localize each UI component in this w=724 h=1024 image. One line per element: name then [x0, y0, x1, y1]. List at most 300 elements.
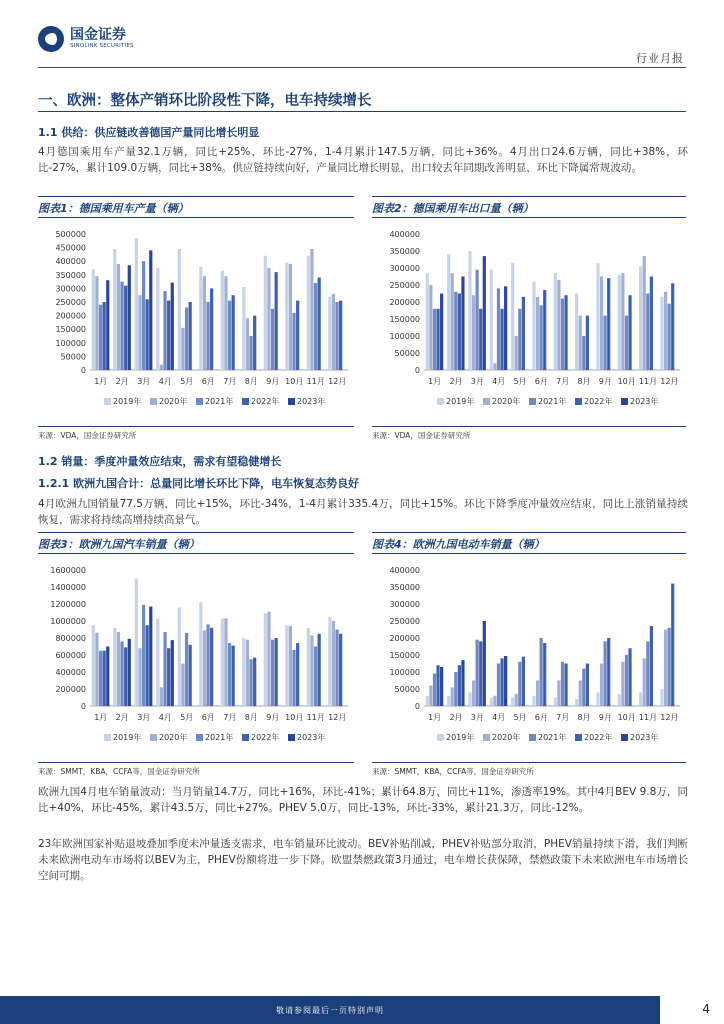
paragraph-sales: 4月欧洲九国销量77.5万辆，同比+15%，环比-34%，1-4月累计335.4万，同比+15%。环比下降季度冲量效应结束，同比上涨销量持续恢复，需求将持续高增持续高景气。: [38, 498, 688, 526]
figure-3-title: 图表3：欧洲九国汽车销量（辆）: [38, 538, 200, 551]
bar-2020年-11月: [310, 635, 313, 706]
bar-2022年-2月: [124, 286, 127, 370]
legend-label: 2022年: [251, 397, 280, 406]
bar-2022年-9月: [607, 278, 610, 370]
bar-2020年-7月: [224, 618, 227, 706]
legend-label: 2022年: [584, 733, 613, 742]
figure-4-title-bar: [372, 532, 686, 554]
y-tick-label: 1200000: [50, 600, 86, 609]
y-tick-label: 100000: [389, 668, 420, 677]
x-tick-label: 11月: [306, 377, 325, 386]
y-tick-label: 600000: [55, 651, 86, 660]
legend-label: 2023年: [297, 397, 326, 406]
x-tick-label: 2月: [449, 377, 463, 386]
legend-swatch: [196, 734, 203, 741]
x-tick-label: 1月: [94, 713, 108, 722]
bar-2022年-11月: [318, 278, 321, 370]
bar-2022年-8月: [586, 664, 589, 707]
legend-label: 2020年: [159, 733, 188, 742]
legend-label: 2022年: [584, 397, 613, 406]
y-tick-label: 300000: [389, 264, 420, 273]
bar-2019年-9月: [264, 256, 267, 370]
bar-2019年-2月: [113, 249, 116, 370]
y-tick-label: 300000: [55, 284, 86, 294]
bar-2020年-10月: [289, 264, 292, 370]
bar-2021年-3月: [142, 261, 145, 370]
bar-2022年-8月: [253, 316, 256, 370]
y-tick-label: 1600000: [50, 566, 86, 575]
chart-germany-production: [38, 222, 354, 418]
x-tick-label: 7月: [223, 713, 237, 722]
bar-2021年-5月: [518, 309, 521, 370]
bar-2021年-5月: [518, 662, 521, 706]
bar-2021年-7月: [228, 301, 231, 370]
legend-label: 2023年: [630, 397, 659, 406]
bar-2020年-7月: [557, 681, 560, 707]
legend-swatch: [529, 398, 536, 405]
bar-2019年-3月: [468, 692, 471, 706]
x-tick-label: 2月: [115, 713, 129, 722]
logo-chinese-name: 国金证券: [70, 27, 126, 43]
bar-2022年-9月: [275, 638, 278, 706]
bar-2020年-10月: [621, 273, 624, 370]
bar-2019年-10月: [285, 263, 288, 370]
y-tick-label: 0: [414, 702, 420, 711]
bar-2022年-12月: [339, 634, 342, 706]
x-tick-label: 5月: [513, 713, 527, 722]
bar-2022年-9月: [275, 272, 278, 370]
bar-2020年-2月: [451, 273, 454, 370]
x-tick-label: 3月: [470, 713, 484, 722]
bar-2021年-12月: [335, 302, 338, 370]
bar-2022年-4月: [167, 301, 170, 370]
bar-2022年-7月: [232, 646, 235, 706]
bar-2019年-5月: [511, 698, 514, 707]
bar-2019年-10月: [618, 694, 621, 706]
bar-2020年-2月: [451, 687, 454, 706]
bar-2020年-1月: [95, 633, 98, 706]
x-tick-label: 9月: [598, 713, 612, 722]
legend-swatch: [437, 734, 444, 741]
legend-swatch: [242, 734, 249, 741]
bar-2022年-7月: [232, 295, 235, 370]
y-tick-label: 0: [414, 366, 420, 375]
bar-2021年-7月: [561, 299, 564, 370]
bar-2023年-2月: [461, 277, 464, 371]
y-tick-label: 800000: [55, 634, 86, 643]
bar-2019年-11月: [639, 266, 642, 370]
bar-2020年-4月: [493, 696, 496, 706]
bar-2020年-7月: [224, 276, 227, 370]
bar-2021年-1月: [99, 651, 102, 706]
bar-2022年-3月: [479, 641, 482, 706]
bar-2019年-3月: [135, 579, 138, 707]
paragraph-ev-sales: 欧洲九国4月电车销量波动：当月销量14.7万，同比+16%，环比-41%；累计64.8万，同比+11%，渗透率19%。其中4月BEV 9.8万，同比+40%，环比-45%，累计43.5万，同比+27%。PHEV 5.0万，同比-13%，环比-33%，累计21.3万，同比-12%。: [38, 786, 688, 814]
bar-2023年-2月: [461, 660, 464, 706]
bar-2022年-1月: [103, 302, 106, 370]
x-tick-label: 11月: [638, 713, 658, 722]
bar-2019年-7月: [554, 698, 557, 707]
x-tick-label: 12月: [328, 377, 347, 386]
bar-2020年-5月: [515, 336, 518, 370]
bar-2020年-8月: [579, 316, 582, 370]
legend-label: 2022年: [251, 733, 280, 742]
bar-2020年-11月: [643, 658, 646, 706]
bar-2020年-4月: [493, 363, 496, 370]
bar-2021年-2月: [454, 672, 457, 706]
x-tick-label: 8月: [577, 713, 591, 722]
y-tick-label: 200000: [389, 298, 420, 307]
bar-2021年-11月: [646, 294, 649, 371]
bar-2020年-5月: [515, 694, 518, 706]
bar-2022年-3月: [146, 299, 149, 370]
legend-swatch: [575, 398, 582, 405]
legend-label: 2019年: [446, 397, 475, 406]
chart-europe9-ev-sales: [372, 558, 686, 754]
chart-europe9-sales: [38, 558, 354, 754]
bar-2022年-6月: [543, 290, 546, 370]
x-tick-label: 12月: [660, 377, 679, 386]
bar-2019年-8月: [242, 287, 245, 370]
bar-2022年-6月: [543, 643, 546, 706]
x-tick-label: 10月: [617, 377, 636, 386]
bar-2021年-4月: [497, 664, 500, 707]
bar-2019年-7月: [554, 273, 557, 370]
bar-2021年-1月: [433, 309, 436, 370]
y-tick-label: 50000: [60, 352, 86, 362]
bar-2023年-1月: [106, 280, 109, 370]
x-tick-label: 10月: [285, 713, 304, 722]
legend-swatch: [621, 734, 628, 741]
bar-2019年-9月: [264, 613, 267, 706]
y-tick-label: 300000: [389, 600, 420, 609]
x-tick-label: 7月: [556, 377, 570, 386]
bar-2020年-1月: [95, 276, 98, 370]
bar-2021年-10月: [625, 316, 628, 370]
y-tick-label: 100000: [55, 338, 86, 348]
section-divider: [38, 111, 686, 112]
bar-2023年-2月: [128, 639, 131, 706]
bar-2021年-1月: [99, 305, 102, 370]
x-tick-label: 9月: [266, 377, 280, 386]
figure-3-source-rule: [38, 762, 354, 763]
y-tick-label: 200000: [55, 685, 86, 694]
y-tick-label: 400000: [389, 230, 420, 239]
bar-2020年-9月: [600, 664, 603, 707]
y-tick-label: 400000: [389, 566, 420, 575]
bar-2021年-2月: [120, 641, 123, 706]
bar-2021年-8月: [582, 336, 585, 370]
bar-2019年-4月: [156, 618, 159, 706]
bar-2019年-1月: [92, 269, 95, 370]
legend-label: 2019年: [113, 397, 142, 406]
bar-2019年-11月: [307, 256, 310, 370]
page-number: 4: [702, 1002, 710, 1016]
bar-2022年-8月: [586, 316, 589, 370]
x-tick-label: 4月: [492, 713, 506, 722]
bar-2021年-11月: [314, 283, 317, 370]
bar-2019年-4月: [490, 698, 493, 707]
x-tick-label: 2月: [449, 713, 463, 722]
bar-2020年-10月: [289, 626, 292, 706]
bar-2020年-8月: [246, 640, 249, 706]
y-tick-label: 100000: [389, 332, 420, 341]
y-tick-label: 500000: [55, 230, 86, 239]
legend-label: 2023年: [297, 733, 326, 742]
legend-swatch: [529, 734, 536, 741]
bar-2020年-7月: [557, 280, 560, 370]
y-tick-label: 150000: [55, 325, 86, 335]
x-tick-label: 5月: [180, 713, 194, 722]
bar-2020年-9月: [600, 277, 603, 371]
bar-2022年-5月: [189, 645, 192, 706]
bar-2022年-3月: [479, 309, 482, 370]
y-tick-label: 1000000: [50, 617, 86, 626]
bar-2021年-6月: [540, 638, 543, 706]
bar-2021年-10月: [292, 650, 295, 706]
x-tick-label: 11月: [306, 713, 325, 722]
bar-2021年-9月: [271, 640, 274, 706]
bar-2022年-5月: [189, 302, 192, 370]
y-tick-label: 0: [80, 366, 86, 375]
bar-2019年-3月: [135, 238, 138, 370]
y-tick-label: 250000: [389, 281, 420, 290]
bar-2022年-10月: [628, 295, 631, 370]
bar-2020年-5月: [181, 664, 184, 707]
bar-2023年-4月: [504, 656, 507, 706]
paragraph-supply: 4月德国乘用车产量32.1万辆，同比+25%，环比-27%，1-4月累计147.5万辆，同比+36%。4月出口24.6万辆，同比+38%，环比-27%，累计109.0万辆，同比+38%。供应链持续向好，产量同比增长明显，出口较去年同期改善明显，环比下降属常规波动。: [38, 146, 688, 174]
bar-2019年-8月: [575, 294, 578, 371]
bar-2022年-10月: [296, 643, 299, 706]
logo-english-name: SINOLINK SECURITIES: [70, 43, 134, 49]
legend-swatch: [196, 398, 203, 405]
bar-2023年-4月: [171, 640, 174, 706]
bar-2023年-1月: [440, 667, 443, 706]
bar-2022年-7月: [564, 295, 567, 370]
bar-2022年-3月: [146, 625, 149, 706]
bar-2019年-7月: [221, 271, 224, 370]
bar-2020年-6月: [536, 681, 539, 707]
page-header: [0, 0, 724, 68]
y-tick-label: 1400000: [50, 583, 86, 592]
bar-2019年-1月: [92, 625, 95, 706]
document-type: 行业月报: [636, 52, 684, 65]
subsection-heading-1-2-1: 1.2.1 欧洲九国合计：总量同比增长环比下降，电车恢复态势良好: [38, 477, 360, 490]
subsection-heading-1-1: 1.1 供给：供应链改善德国产量同比增长明显: [38, 126, 260, 139]
bar-2019年-4月: [156, 268, 159, 370]
y-tick-label: 350000: [389, 583, 420, 592]
legend-swatch: [621, 398, 628, 405]
x-tick-label: 7月: [556, 713, 570, 722]
bar-2020年-2月: [117, 632, 120, 706]
bar-2020年-9月: [267, 612, 270, 706]
figure-1-source-rule: [38, 426, 354, 427]
bar-2019年-11月: [307, 628, 310, 706]
y-tick-label: 50000: [394, 349, 420, 358]
footer-disclaimer: 敬请参阅最后一页特别声明: [276, 1006, 384, 1015]
bar-2022年-1月: [103, 651, 106, 706]
bar-2021年-8月: [582, 669, 585, 706]
bar-2021年-7月: [228, 643, 231, 706]
bar-2022年-5月: [522, 297, 525, 370]
y-tick-label: 250000: [55, 298, 86, 307]
figure-1-source: 来源：VDA，国金证券研究所: [38, 431, 137, 440]
bar-2019年-12月: [660, 689, 663, 706]
bar-2019年-6月: [532, 282, 535, 370]
bar-2023年-4月: [504, 286, 507, 370]
x-tick-label: 6月: [201, 377, 215, 386]
bar-2022年-8月: [253, 658, 256, 706]
legend-label: 2021年: [538, 397, 567, 406]
bar-2021年-4月: [497, 288, 500, 370]
y-tick-label: 50000: [394, 685, 420, 694]
x-tick-label: 5月: [180, 377, 194, 386]
x-tick-label: 6月: [534, 713, 548, 722]
x-tick-label: 10月: [617, 713, 636, 722]
bar-2023年-3月: [483, 256, 486, 370]
x-tick-label: 11月: [638, 377, 658, 386]
bar-2020年-12月: [664, 292, 667, 370]
bar-2021年-10月: [292, 313, 295, 370]
bar-2019年-9月: [596, 263, 599, 370]
bar-2022年-12月: [339, 301, 342, 370]
bar-2020年-2月: [117, 264, 120, 370]
x-tick-label: 5月: [513, 377, 527, 386]
y-tick-label: 350000: [55, 270, 86, 280]
legend-label: 2021年: [538, 733, 567, 742]
y-tick-label: 150000: [389, 651, 420, 660]
bar-2022年-1月: [436, 309, 439, 370]
figure-3-title-bar: [38, 532, 354, 554]
x-tick-label: 1月: [428, 713, 442, 722]
x-tick-label: 7月: [223, 377, 237, 386]
bar-2019年-2月: [447, 696, 450, 706]
bar-2020年-4月: [160, 365, 163, 370]
bar-2019年-12月: [660, 297, 663, 370]
bar-2022年-4月: [500, 309, 503, 370]
bar-2022年-10月: [296, 301, 299, 370]
bar-2019年-1月: [426, 696, 429, 706]
section-title: 一、欧洲：整体产销环比阶段性下降，电车持续增长: [38, 93, 372, 109]
bar-2021年-4月: [163, 632, 166, 706]
bar-2020年-4月: [160, 687, 163, 706]
bar-2020年-3月: [138, 295, 141, 370]
bar-2020年-1月: [429, 285, 432, 370]
bar-2021年-8月: [249, 659, 252, 706]
bar-2022年-9月: [607, 638, 610, 706]
bar-2021年-1月: [433, 674, 436, 706]
bar-2021年-7月: [561, 662, 564, 706]
legend-swatch: [288, 734, 295, 741]
x-tick-label: 3月: [137, 377, 151, 386]
bar-2020年-9月: [267, 268, 270, 370]
legend-swatch: [104, 398, 111, 405]
bar-2019年-3月: [468, 251, 471, 370]
y-tick-label: 250000: [389, 617, 420, 626]
figure-2-source-rule: [372, 426, 686, 427]
figure-2-title: 图表2：德国乘用车出口量（辆）: [372, 202, 534, 215]
bar-2020年-6月: [203, 630, 206, 706]
x-tick-label: 3月: [470, 377, 484, 386]
page-footer: [0, 996, 724, 1024]
bar-2021年-9月: [604, 641, 607, 706]
bar-2020年-1月: [429, 686, 432, 706]
bar-2020年-8月: [579, 681, 582, 707]
figure-3-source: 来源：SMMT，KBA，CCFA等，国金证券研究所: [38, 767, 200, 776]
legend-label: 2021年: [205, 733, 234, 742]
figure-2-source: 来源：VDA，国金证券研究所: [372, 431, 471, 440]
legend-label: 2020年: [159, 397, 188, 406]
bar-2021年-12月: [335, 630, 338, 707]
bar-2022年-11月: [318, 634, 321, 706]
bar-2020年-6月: [536, 297, 539, 370]
bar-2019年-6月: [199, 267, 202, 370]
bar-2022年-1月: [436, 665, 439, 706]
bar-2023年-3月: [483, 621, 486, 706]
legend-swatch: [575, 734, 582, 741]
bar-2020年-3月: [138, 648, 141, 706]
legend-swatch: [150, 734, 157, 741]
figure-1-title: 图表1：德国乘用车产量（辆）: [38, 202, 189, 215]
bar-2022年-12月: [671, 283, 674, 370]
y-tick-label: 450000: [55, 243, 86, 253]
bar-2021年-9月: [271, 309, 274, 370]
bar-2022年-2月: [124, 647, 127, 706]
bar-2020年-3月: [472, 681, 475, 707]
company-logo: [38, 26, 134, 52]
bar-2020年-10月: [621, 662, 624, 706]
bar-2019年-2月: [113, 628, 116, 706]
bar-2020年-12月: [332, 294, 335, 370]
legend-swatch: [483, 734, 490, 741]
bar-2020年-11月: [643, 256, 646, 370]
bar-2021年-5月: [185, 633, 188, 706]
bar-2022年-4月: [167, 648, 170, 706]
figure-4-title: 图表4：欧洲九国电动车销量（辆）: [372, 538, 545, 551]
logo-mark-icon: [38, 26, 64, 52]
x-tick-label: 9月: [266, 713, 280, 722]
bar-2019年-12月: [328, 297, 331, 370]
bar-2020年-6月: [203, 276, 206, 370]
bar-2020年-8月: [246, 318, 249, 370]
y-tick-label: 400000: [55, 257, 86, 267]
y-tick-label: 400000: [55, 668, 86, 677]
figure-1-title-bar: [38, 196, 354, 218]
bar-2023年-3月: [149, 250, 152, 370]
legend-swatch: [288, 398, 295, 405]
x-tick-label: 12月: [328, 713, 347, 722]
x-tick-label: 12月: [660, 713, 679, 722]
legend-swatch: [437, 398, 444, 405]
bar-2019年-12月: [328, 617, 331, 706]
bar-2022年-11月: [650, 277, 653, 371]
bar-2019年-4月: [490, 270, 493, 370]
bar-2021年-3月: [476, 640, 479, 706]
x-tick-label: 4月: [158, 377, 172, 386]
bar-2020年-12月: [332, 621, 335, 706]
bar-2021年-3月: [142, 605, 145, 706]
figure-4-source-rule: [372, 762, 686, 763]
header-divider: [38, 67, 686, 68]
legend-label: 2023年: [630, 733, 659, 742]
footer-band: [0, 996, 660, 1024]
x-tick-label: 4月: [158, 713, 172, 722]
bar-2023年-4月: [171, 283, 174, 370]
bar-2022年-7月: [564, 664, 567, 707]
paragraph-outlook: 23年欧洲国家补贴退坡叠加季度末冲量透支需求，电车销量环比波动。BEV补贴削减，PHEV补贴部分取消，PHEV销量持续下滑，我们判断未来欧洲电动车市场将以BEV为主，PHEV份额将进一步下降。欧盟禁燃政策3月通过，电车增长获保障，禁燃政策下未来欧洲电车市场增长空间可期。: [38, 838, 688, 882]
figure-4-source: 来源：SMMT，KBA，CCFA等，国金证券研究所: [372, 767, 534, 776]
bar-2022年-2月: [458, 294, 461, 371]
